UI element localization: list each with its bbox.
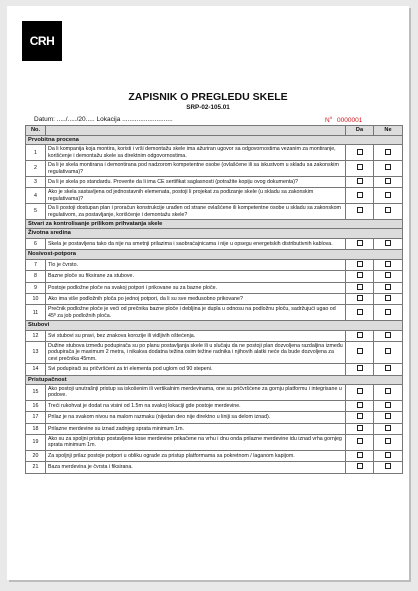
checklist-row [26,435,403,451]
crh-logo: CRH [22,21,62,61]
item-number: 16 [26,400,46,411]
item-question: Da li je skela po standardu. Proverite da li ima CE sertifikat saglasnosti (potražite kopiju ovog dokumenta)? [46,177,346,188]
checkbox-no[interactable] [385,438,391,444]
item-number: 9 [26,282,46,293]
answer-cell-yes [346,412,374,423]
answer-cell-no [374,282,403,293]
checkbox-yes[interactable] [357,295,363,301]
item-number: 20 [26,450,46,461]
item-question: Za spoljnji prilaz postoje potpori u obliku ograde za pristup platformama sa pokretnom / laganom kapijom. [46,450,346,461]
item-question: Dužine stubova između podupirača su po planu postavljanja skele ili u slučaju da ne postoji plan dozvoljena razdaljina između podupirača je maximum 2 metra, i nikakva dodatna težina osim težine radnika i njihovih alatki neće da bude dozvoljena za cevi prečnika 45mm. [46,341,346,363]
answer-cell-no [374,259,403,270]
answer-cell-yes [346,423,374,434]
answer-cell-no [374,400,403,411]
checkbox-yes[interactable] [357,261,363,267]
checkbox-no[interactable] [385,388,391,394]
checklist-row [26,412,403,423]
checkbox-no[interactable] [385,452,391,458]
item-question: Baza merdevina je čvrsta i fiksirana. [46,462,346,473]
answer-cell-yes [346,384,374,400]
checkbox-yes[interactable] [357,365,363,371]
checkbox-no[interactable] [385,425,391,431]
checkbox-yes[interactable] [357,425,363,431]
item-question: Ako je skela sastavljena od jednostavnih elemenata, postoji li projekat za podizanje skele (u skladu sa zakonskim regulativama)? [46,188,346,204]
checkbox-yes[interactable] [357,207,363,213]
answer-cell-yes [346,238,374,249]
page-title: ZAPISNIK O PREGLEDU SKELE [128,91,288,103]
column-header-yes: Da [346,126,374,136]
answer-cell-no [374,364,403,375]
item-number: 8 [26,271,46,282]
checkbox-no[interactable] [385,413,391,419]
item-question: Ako su za spoljni pristup postavljene kose merdevine prikačene na vrhu i dnu onda prilazne merdevine idu iznad vrha gornjeg sprata minimum 1m. [46,435,346,451]
checkbox-yes[interactable] [357,388,363,394]
checklist-row [26,305,403,321]
checkbox-yes[interactable] [357,149,363,155]
item-number: 12 [26,330,46,341]
checklist-row [26,400,403,411]
section-heading-row [26,220,403,229]
answer-cell-yes [346,161,374,177]
item-number: 13 [26,341,46,363]
item-question: Da li kompanija koja montira, koristi i vrši demontažu skele ima ažuriran ugovor sa odgovornostima vezanim za montiranje, korišćenje i demontažu skele sa direktnim odgovornostima. [46,145,346,161]
answer-cell-yes [346,259,374,270]
checkbox-no[interactable] [385,178,391,184]
answer-cell-yes [346,145,374,161]
checkbox-no[interactable] [385,332,391,338]
section-heading-row [26,321,403,330]
checklist-row [26,341,403,363]
item-question: Treći rukohvat je dodat na visini od 1.5m na svakoj lokaciji gde postoje merdevine. [46,400,346,411]
checkbox-yes[interactable] [357,240,363,246]
item-number: 4 [26,188,46,204]
section-heading: Životna sredina [26,229,403,238]
answer-cell-yes [346,400,374,411]
answer-cell-no [374,188,403,204]
section-heading-row [26,229,403,238]
checkbox-no[interactable] [385,365,391,371]
item-number: 18 [26,423,46,434]
section-heading: Nosivost-potpora [26,250,403,259]
checklist-row [26,462,403,473]
answer-cell-yes [346,282,374,293]
document-code: SRP-02-105.01 [186,104,230,111]
answer-cell-yes [346,364,374,375]
answer-cell-no [374,238,403,249]
item-number: 7 [26,259,46,270]
item-question: Da li je skela montirana i demontirana pod nadzorom kompetentne osobe (ovlašćene ili sa iskustvom u skladu sa zakonskim regulativama)? [46,161,346,177]
checklist-body [26,136,403,474]
date-location-line: Datum: ...../...../20..... Lokacija ............................ [34,116,173,123]
checkbox-no[interactable] [385,207,391,213]
item-number: 21 [26,462,46,473]
checkbox-no[interactable] [385,284,391,290]
answer-cell-no [374,412,403,423]
item-number: 19 [26,435,46,451]
checklist-row [26,330,403,341]
checkbox-no[interactable] [385,164,391,170]
answer-cell-yes [346,341,374,363]
answer-cell-no [374,271,403,282]
item-question: Bazne ploče su fiksirane za stubove. [46,271,346,282]
answer-cell-no [374,450,403,461]
section-heading: Pristupačnost [26,375,403,384]
answer-cell-no [374,435,403,451]
answer-cell-no [374,423,403,434]
checkbox-yes[interactable] [357,178,363,184]
answer-cell-yes [346,204,374,220]
item-number: 2 [26,161,46,177]
section-heading-row [26,250,403,259]
item-number: 15 [26,384,46,400]
checkbox-yes[interactable] [357,284,363,290]
checkbox-no[interactable] [385,261,391,267]
answer-cell-yes [346,450,374,461]
checklist-row [26,282,403,293]
checkbox-yes[interactable] [357,332,363,338]
item-question: Svi stubovi su pravi, bez znakova korozije ili vidljivih oštećenja. [46,330,346,341]
checkbox-yes[interactable] [357,438,363,444]
section-heading-row [26,375,403,384]
table-header-row [26,126,403,136]
checkbox-yes[interactable] [357,192,363,198]
item-question: Svi podupirači su pričvršćeni za tri elementa pod uglom od 90 stepeni. [46,364,346,375]
checkbox-yes[interactable] [357,452,363,458]
item-question: Tlo je čvrsto. [46,259,346,270]
item-question: Skela je postavljena tako da nije na smetnji prilazima i saobraćajnicama i nije u opsegu energetskih distributivnih kablova. [46,238,346,249]
answer-cell-yes [346,435,374,451]
checkbox-yes[interactable] [357,463,363,469]
answer-cell-yes [346,305,374,321]
item-question: Prečnik podložne ploče je veći od prečnika bazne ploče i debljina je dupla u odnosu na podložnu ploču, sadržujući ugao od 45º za job podložnih ploča. [46,305,346,321]
answer-cell-no [374,161,403,177]
checklist-row [26,271,403,282]
checkbox-yes[interactable] [357,309,363,315]
number-label: $N^o$ [325,115,333,125]
column-header-question [46,126,346,136]
checklist-row [26,364,403,375]
checkbox-no[interactable] [385,295,391,301]
checkbox-no[interactable] [385,149,391,155]
answer-cell-no [374,384,403,400]
checklist-row [26,259,403,270]
column-header-number: No. [26,126,46,136]
section-heading: Stubovi [26,321,403,330]
answer-cell-yes [346,271,374,282]
checklist-row [26,188,403,204]
item-question: Prilaz je na svakom nivou na malom razmaku (nijedan deo nije direktno u liniji sa delom iznad). [46,412,346,423]
checkbox-yes[interactable] [357,272,363,278]
answer-cell-yes [346,293,374,304]
checkbox-no[interactable] [385,240,391,246]
section-heading: Stvari za kontrolisanje prilikom prihvatanja skele [26,220,403,229]
item-question: Ako postoji unutrašnji pristup sa iskošenim ili vertikalnim merdevinama, one su pričvršćene za gornju platformu i integrisane u podove. [46,384,346,400]
checkbox-no[interactable] [385,402,391,408]
answer-cell-no [374,145,403,161]
answer-cell-no [374,305,403,321]
answer-cell-yes [346,462,374,473]
answer-cell-no [374,330,403,341]
checkbox-yes[interactable] [357,402,363,408]
item-number: 14 [26,364,46,375]
item-question: Postoje podložne ploče na svakoj potpori i prikovane su za bazne ploče. [46,282,346,293]
checklist-row [26,423,403,434]
item-number: 6 [26,238,46,249]
checklist-row [26,238,403,249]
checklist-row [26,204,403,220]
answer-cell-no [374,462,403,473]
item-question: Prilazne merdevine su iznad zadnjeg sprata minimum 1m. [46,423,346,434]
checklist-row [26,384,403,400]
inspection-checklist-table [25,125,403,474]
checkbox-no[interactable] [385,192,391,198]
answer-cell-yes [346,188,374,204]
item-number: 17 [26,412,46,423]
column-header-no: Ne [374,126,403,136]
item-number: 5 [26,204,46,220]
checkbox-yes[interactable] [357,164,363,170]
section-heading-row [26,136,403,145]
checklist-row [26,450,403,461]
item-number: 1 [26,145,46,161]
checkbox-no[interactable] [385,309,391,315]
item-number: 3 [26,177,46,188]
checklist-row [26,293,403,304]
answer-cell-no [374,204,403,220]
answer-cell-no [374,341,403,363]
checkbox-no[interactable] [385,272,391,278]
checkbox-no[interactable] [385,348,391,354]
item-number: 11 [26,305,46,321]
section-heading: Prvobitna procena [26,136,403,145]
answer-cell-no [374,293,403,304]
checkbox-yes[interactable] [357,413,363,419]
document-number: 0000001 [337,117,363,124]
checkbox-no[interactable] [385,463,391,469]
checklist-row [26,145,403,161]
item-question: Da li postoji dostupan plan i proračun konstrukcije urađen od strane ovlašćene ili kompetentne osobe u skladu sa zakonskom regulativom, za postavljanje, korišćenje i demontažu skele? [46,204,346,220]
checklist-row [26,161,403,177]
checkbox-yes[interactable] [357,348,363,354]
answer-cell-yes [346,177,374,188]
checklist-row [26,177,403,188]
answer-cell-no [374,177,403,188]
item-number: 10 [26,293,46,304]
item-question: Ako ima više podložnih ploča po jednoj potpori, da li su sve međusobno prikovane? [46,293,346,304]
answer-cell-yes [346,330,374,341]
